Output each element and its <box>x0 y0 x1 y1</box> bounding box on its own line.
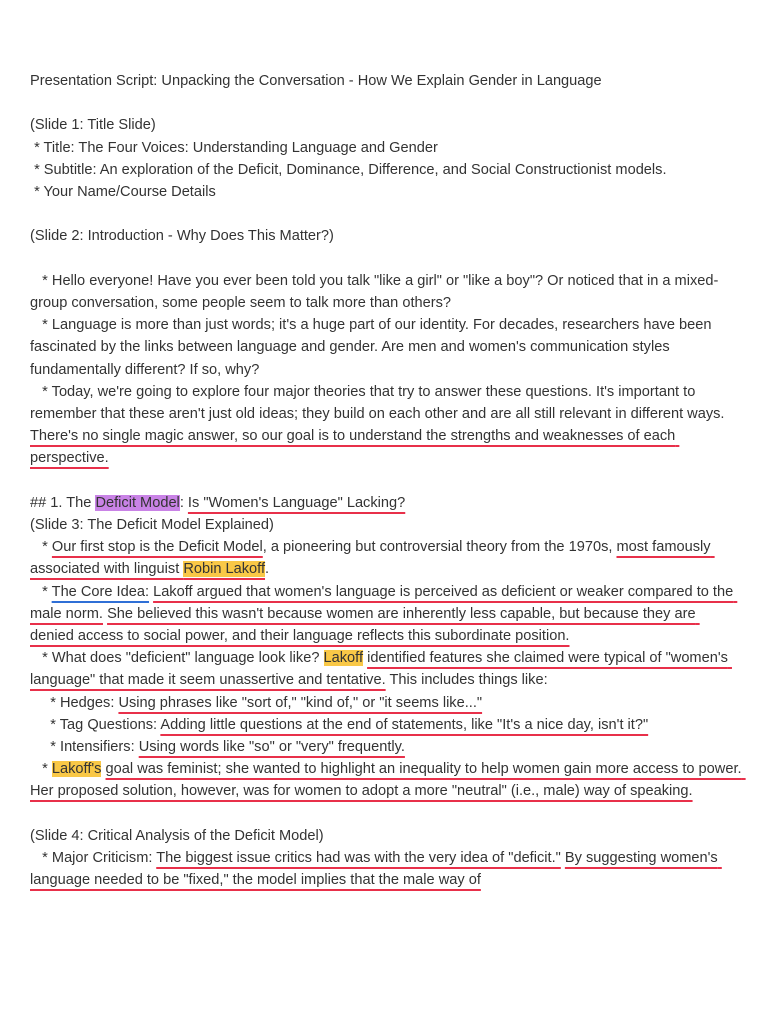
slide2-heading: (Slide 2: Introduction - Why Does This Matter?) <box>30 228 334 245</box>
slide1-name-item: * Your Name/Course Details <box>30 184 216 200</box>
bullet-lead: * <box>30 539 52 556</box>
slide3-b3-end: This includes things like: <box>385 672 548 689</box>
lakoff-highlight: Lakoff <box>323 650 364 667</box>
slide3-bullet-2 <box>30 581 742 648</box>
bullet-lead: * <box>30 761 52 778</box>
hedges-text: Using phrases like "sort of," "kind of," or "it seems like..." <box>118 694 483 711</box>
slide3-b2-underlined-1: Lakoff argued that women's language is perceived as deficient or weaker compared to the male norm. <box>30 583 738 622</box>
intensifiers-item <box>30 736 742 758</box>
slide3-b3-underlined: identified features she claimed were typical of "women's language" that made it seem unassertive and tentative. <box>30 650 732 689</box>
bullet-lead: * <box>30 583 52 600</box>
slide2-bullet-3-text: * Today, we're going to explore four major theories that try to answer these questions. It's important to remember that these aren't just old ideas; they build on each other and are all still relevant in different ways. <box>30 383 729 422</box>
slide1-title-item: * Title: The Four Voices: Understanding Language and Gender <box>30 139 438 156</box>
slide2-bullet-3-underlined: There's no single magic answer, so our goal is to understand the strengths and weaknesses of each perspective. <box>30 428 680 467</box>
slide2-bullet-2: * Language is more than just words; it's a huge part of our identity. For decades, researchers have been fascinated by the links between language and gender. Are men and women's communication styles fundamentally different? If so, why? <box>30 317 716 378</box>
section1-subtitle: Is "Women's Language" Lacking? <box>187 494 406 511</box>
slide4-b1-underlined-2: By suggesting women's language needed to be "fixed," the model implies that the male way of <box>30 850 722 889</box>
section1-colon: : <box>179 494 188 511</box>
slide4-bullet-1 <box>30 847 742 891</box>
slide3-bullet-3 <box>30 647 742 691</box>
slide3-heading: (Slide 3: The Deficit Model Explained) <box>30 517 274 533</box>
slide3-b2-underlined-2: She believed this wasn't because women are inherently less capable, but because they are denied access to social power, and their language reflects this subordinate position. <box>30 605 700 645</box>
slide2-bullet-1: * Hello everyone! Have you ever been told you talk "like a girl" or "like a boy"? Or noticed that in a mixed-group conversation, some people seem to talk more than others? <box>30 272 719 311</box>
tag-questions-item <box>30 714 742 736</box>
intensifiers-label: * Intensifiers: <box>30 739 139 756</box>
slide1-subtitle-item: * Subtitle: An exploration of the Deficit, Dominance, Difference, and Social Constructionist models. <box>30 161 667 178</box>
slide3-b3-text: * What does "deficient" language look like? <box>30 650 324 667</box>
slide3-bullet-1 <box>30 536 742 580</box>
section1-prefix: ## 1. The <box>30 494 96 511</box>
document-body <box>30 70 746 891</box>
lakoffs-highlight: Lakoff's <box>51 761 102 778</box>
deficit-model-highlight: Deficit Model <box>95 494 180 511</box>
slide3-b1-underlined-1: Our first stop is the Deficit Model <box>51 539 263 556</box>
intensifiers-text: Using words like "so" or "very" frequently. <box>138 739 405 756</box>
slide4-heading: (Slide 4: Critical Analysis of the Deficit Model) <box>30 827 324 844</box>
hedges-item <box>30 692 742 714</box>
section1-heading <box>30 492 742 514</box>
tag-questions-text: Adding little questions at the end of statements, like "It's a nice day, isn't it?" <box>160 716 649 733</box>
slide3-b1-underlined-2-text: most famously associated with linguist <box>30 539 715 578</box>
hedges-label: * Hedges: <box>30 694 119 711</box>
slide3-b1-end: . <box>265 561 270 578</box>
slide1-heading: (Slide 1: Title Slide) <box>30 117 156 134</box>
core-idea-label: The Core Idea: <box>51 583 150 600</box>
robin-lakoff-highlight: Robin Lakoff <box>183 561 266 578</box>
tag-questions-label: * Tag Questions: <box>30 716 161 733</box>
slide3-b1-mid: , a pioneering but controversial theory from the 1970s, <box>262 539 617 556</box>
slide3-b4-underlined: goal was feminist; she wanted to highlight an inequality to help women gain more access to power. Her proposed solution, however, was for women to adopt a more "neutral" (i.e., male) way of speaking. <box>30 761 746 800</box>
slide3-bullet-4 <box>30 758 746 802</box>
document-title: Presentation Script: Unpacking the Conversation - How We Explain Gender in Language <box>30 73 602 89</box>
slide2-bullet-3 <box>30 381 742 470</box>
slide4-b1-underlined-1: The biggest issue critics had was with the very idea of "deficit." <box>156 850 561 867</box>
major-criticism-label: * Major Criticism: <box>30 850 157 867</box>
